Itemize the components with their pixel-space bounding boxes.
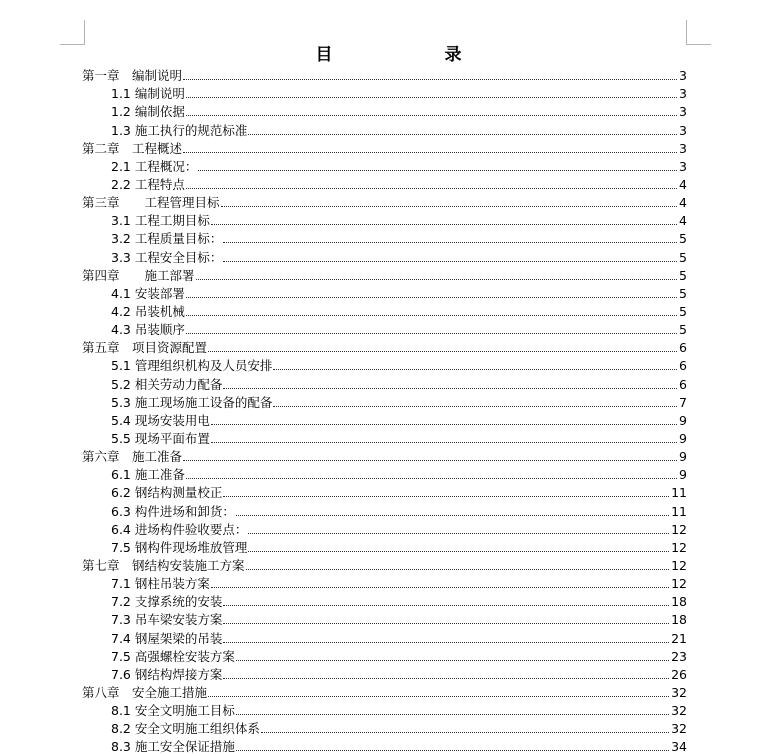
toc-entry-label: 第二章 工程概述 [82,140,183,156]
toc-chapter-entry[interactable] [82,138,687,156]
toc-section-entry[interactable] [82,210,687,228]
toc-page-number: 34 [671,739,687,754]
toc-page-number: 18 [671,612,687,628]
toc-page-number: 4 [679,176,687,192]
toc-chapter-entry[interactable] [82,682,687,700]
toc-chapter-entry[interactable] [82,446,687,464]
toc-section-entry[interactable] [82,500,687,518]
toc-section-entry[interactable] [82,228,687,246]
toc-entry-label: 第一章 编制说明 [82,68,183,84]
toc-page-number: 12 [671,576,687,592]
toc-entry-label: 5.1 管理组织机构及人员安排 [111,358,273,374]
toc-section-entry[interactable] [82,392,687,410]
toc-entry-label: 1.3 施工执行的规范标准 [111,122,248,138]
toc-entry-label: 第四章 施工部署 [82,267,195,283]
toc-section-entry[interactable] [82,627,687,645]
toc-dot-leader [223,642,669,643]
toc-entry-label: 5.2 相关劳动力配备 [111,376,223,392]
toc-page-number: 9 [679,412,687,428]
toc-dot-leader [186,315,677,316]
toc-section-entry[interactable] [82,428,687,446]
toc-page-number: 21 [671,630,687,646]
toc-page-number: 12 [671,539,687,555]
toc-page-number: 26 [671,666,687,682]
toc-entry-label: 第三章 工程管理目标 [82,195,220,211]
toc-entry-label: 6.4 进场构件验收要点： [111,521,248,537]
toc-page-number: 3 [679,104,687,120]
toc-entry-label: 7.3 吊车梁安装方案 [111,612,223,628]
toc-dot-leader [211,424,677,425]
toc-entry-label: 8.2 安全文明施工组织体系 [111,721,260,737]
toc-section-entry[interactable] [82,609,687,627]
toc-dot-leader [211,224,677,225]
toc-section-entry[interactable] [82,101,687,119]
toc-entry-label: 5.3 施工现场施工设备的配备 [111,394,273,410]
toc-section-entry[interactable] [82,573,687,591]
toc-dot-leader [223,678,669,679]
toc-page-number: 3 [679,86,687,102]
table-of-contents [82,65,687,754]
toc-dot-leader [186,115,677,116]
toc-section-entry[interactable] [82,718,687,736]
toc-section-entry[interactable] [82,736,687,754]
toc-entry-label: 4.1 安装部署 [111,285,185,301]
toc-dot-leader [223,388,677,389]
toc-section-entry[interactable] [82,664,687,682]
toc-entry-label: 2.2 工程特点 [111,176,185,192]
toc-section-entry[interactable] [82,482,687,500]
toc-entry-label: 7.5 钢构件现场堆放管理 [111,539,248,555]
toc-section-entry[interactable] [82,119,687,137]
toc-entry-label: 3.3 工程安全目标： [111,249,223,265]
toc-section-entry[interactable] [82,464,687,482]
toc-dot-leader [248,134,677,135]
toc-chapter-entry[interactable] [82,192,687,210]
toc-entry-label: 8.1 安全文明施工目标 [111,703,235,719]
toc-dot-leader [221,206,678,207]
toc-chapter-entry[interactable] [82,65,687,83]
toc-section-entry[interactable] [82,174,687,192]
toc-entry-label: 8.3 施工安全保证措施 [111,739,235,754]
toc-page-number: 5 [679,285,687,301]
toc-section-entry[interactable] [82,700,687,718]
toc-chapter-entry[interactable] [82,337,687,355]
toc-dot-leader [261,732,669,733]
toc-page-number: 23 [671,648,687,664]
toc-page-number: 9 [679,449,687,465]
toc-entry-label: 6.3 构件进场和卸货： [111,503,235,519]
toc-page-number: 5 [679,322,687,338]
toc-dot-leader [223,242,677,243]
toc-page-number: 6 [679,358,687,374]
toc-section-entry[interactable] [82,355,687,373]
toc-dot-leader [273,369,677,370]
toc-chapter-entry[interactable] [82,555,687,573]
toc-dot-leader [223,261,677,262]
toc-entry-label: 7.4 钢屋架梁的吊装 [111,630,223,646]
toc-chapter-entry[interactable] [82,265,687,283]
toc-dot-leader [208,696,669,697]
toc-page-number: 11 [671,503,687,519]
toc-page-number: 18 [671,594,687,610]
toc-dot-leader [246,569,670,570]
toc-dot-leader [223,496,669,497]
toc-page-number: 12 [671,521,687,537]
toc-dot-leader [211,587,669,588]
toc-dot-leader [186,97,677,98]
toc-entry-label: 4.2 吊装机械 [111,303,185,319]
toc-page-number: 9 [679,467,687,483]
toc-dot-leader [223,623,669,624]
toc-page-number: 32 [671,684,687,700]
toc-section-entry[interactable] [82,283,687,301]
toc-entry-label: 3.2 工程质量目标： [111,231,223,247]
toc-section-entry[interactable] [82,301,687,319]
toc-dot-leader [208,351,677,352]
toc-section-entry[interactable] [82,410,687,428]
toc-section-entry[interactable] [82,591,687,609]
toc-dot-leader [236,714,669,715]
toc-dot-leader [196,279,678,280]
toc-entry-label: 7.5 高强螺栓安装方案 [111,648,235,664]
toc-entry-label: 6.1 施工准备 [111,467,185,483]
toc-entry-label: 第八章 安全施工措施 [82,684,208,700]
toc-section-entry[interactable] [82,83,687,101]
toc-entry-label: 3.1 工程工期目标 [111,213,210,229]
toc-entry-label: 7.2 支撑系统的安装 [111,594,223,610]
toc-entry-label: 7.1 钢柱吊装方案 [111,576,210,592]
toc-dot-leader [236,750,669,751]
toc-page-number: 3 [679,140,687,156]
toc-dot-leader [211,442,677,443]
toc-dot-leader [236,515,669,516]
toc-page-number: 5 [679,267,687,283]
toc-dot-leader [198,170,677,171]
toc-entry-label: 6.2 钢结构测量校正 [111,485,223,501]
toc-entry-label: 1.2 编制依据 [111,104,185,120]
toc-entry-label: 2.1 工程概况： [111,158,198,174]
toc-page-number: 12 [671,557,687,573]
toc-dot-leader [183,152,677,153]
toc-page-number: 4 [679,195,687,211]
toc-entry-label: 5.5 现场平面布置 [111,430,210,446]
toc-dot-leader [248,551,669,552]
toc-page-number: 3 [679,158,687,174]
toc-dot-leader [186,297,677,298]
toc-dot-leader [186,188,677,189]
toc-entry-label: 1.1 编制说明 [111,86,185,102]
toc-page-number: 32 [671,721,687,737]
toc-page-number: 5 [679,231,687,247]
toc-dot-leader [273,406,677,407]
toc-page-number: 5 [679,249,687,265]
toc-page-number: 32 [671,703,687,719]
toc-dot-leader [236,660,669,661]
toc-page-number: 3 [679,68,687,84]
toc-page-number: 11 [671,485,687,501]
toc-section-entry[interactable] [82,156,687,174]
toc-dot-leader [186,478,677,479]
toc-page-number: 5 [679,303,687,319]
toc-section-entry[interactable] [82,519,687,537]
toc-dot-leader [248,533,669,534]
toc-section-entry[interactable] [82,373,687,391]
toc-dot-leader [223,605,669,606]
toc-title: 目 录 [315,45,488,65]
toc-page-number: 6 [679,340,687,356]
toc-dot-leader [183,460,677,461]
toc-page-number: 9 [679,430,687,446]
toc-entry-label: 第七章 钢结构安装施工方案 [82,557,245,573]
toc-dot-leader [186,333,677,334]
toc-page-number: 6 [679,376,687,392]
toc-dot-leader [183,79,677,80]
toc-entry-label: 5.4 现场安装用电 [111,412,210,428]
toc-page-number: 3 [679,122,687,138]
toc-entry-label: 第五章 项目资源配置 [82,340,208,356]
toc-page-number: 4 [679,213,687,229]
toc-entry-label: 7.6 钢结构焊接方案 [111,666,223,682]
toc-page-number: 7 [679,394,687,410]
toc-entry-label: 4.3 吊装顺序 [111,322,185,338]
toc-section-entry[interactable] [82,246,687,264]
toc-section-entry[interactable] [82,646,687,664]
toc-entry-label: 第六章 施工准备 [82,449,183,465]
toc-section-entry[interactable] [82,537,687,555]
toc-section-entry[interactable] [82,319,687,337]
